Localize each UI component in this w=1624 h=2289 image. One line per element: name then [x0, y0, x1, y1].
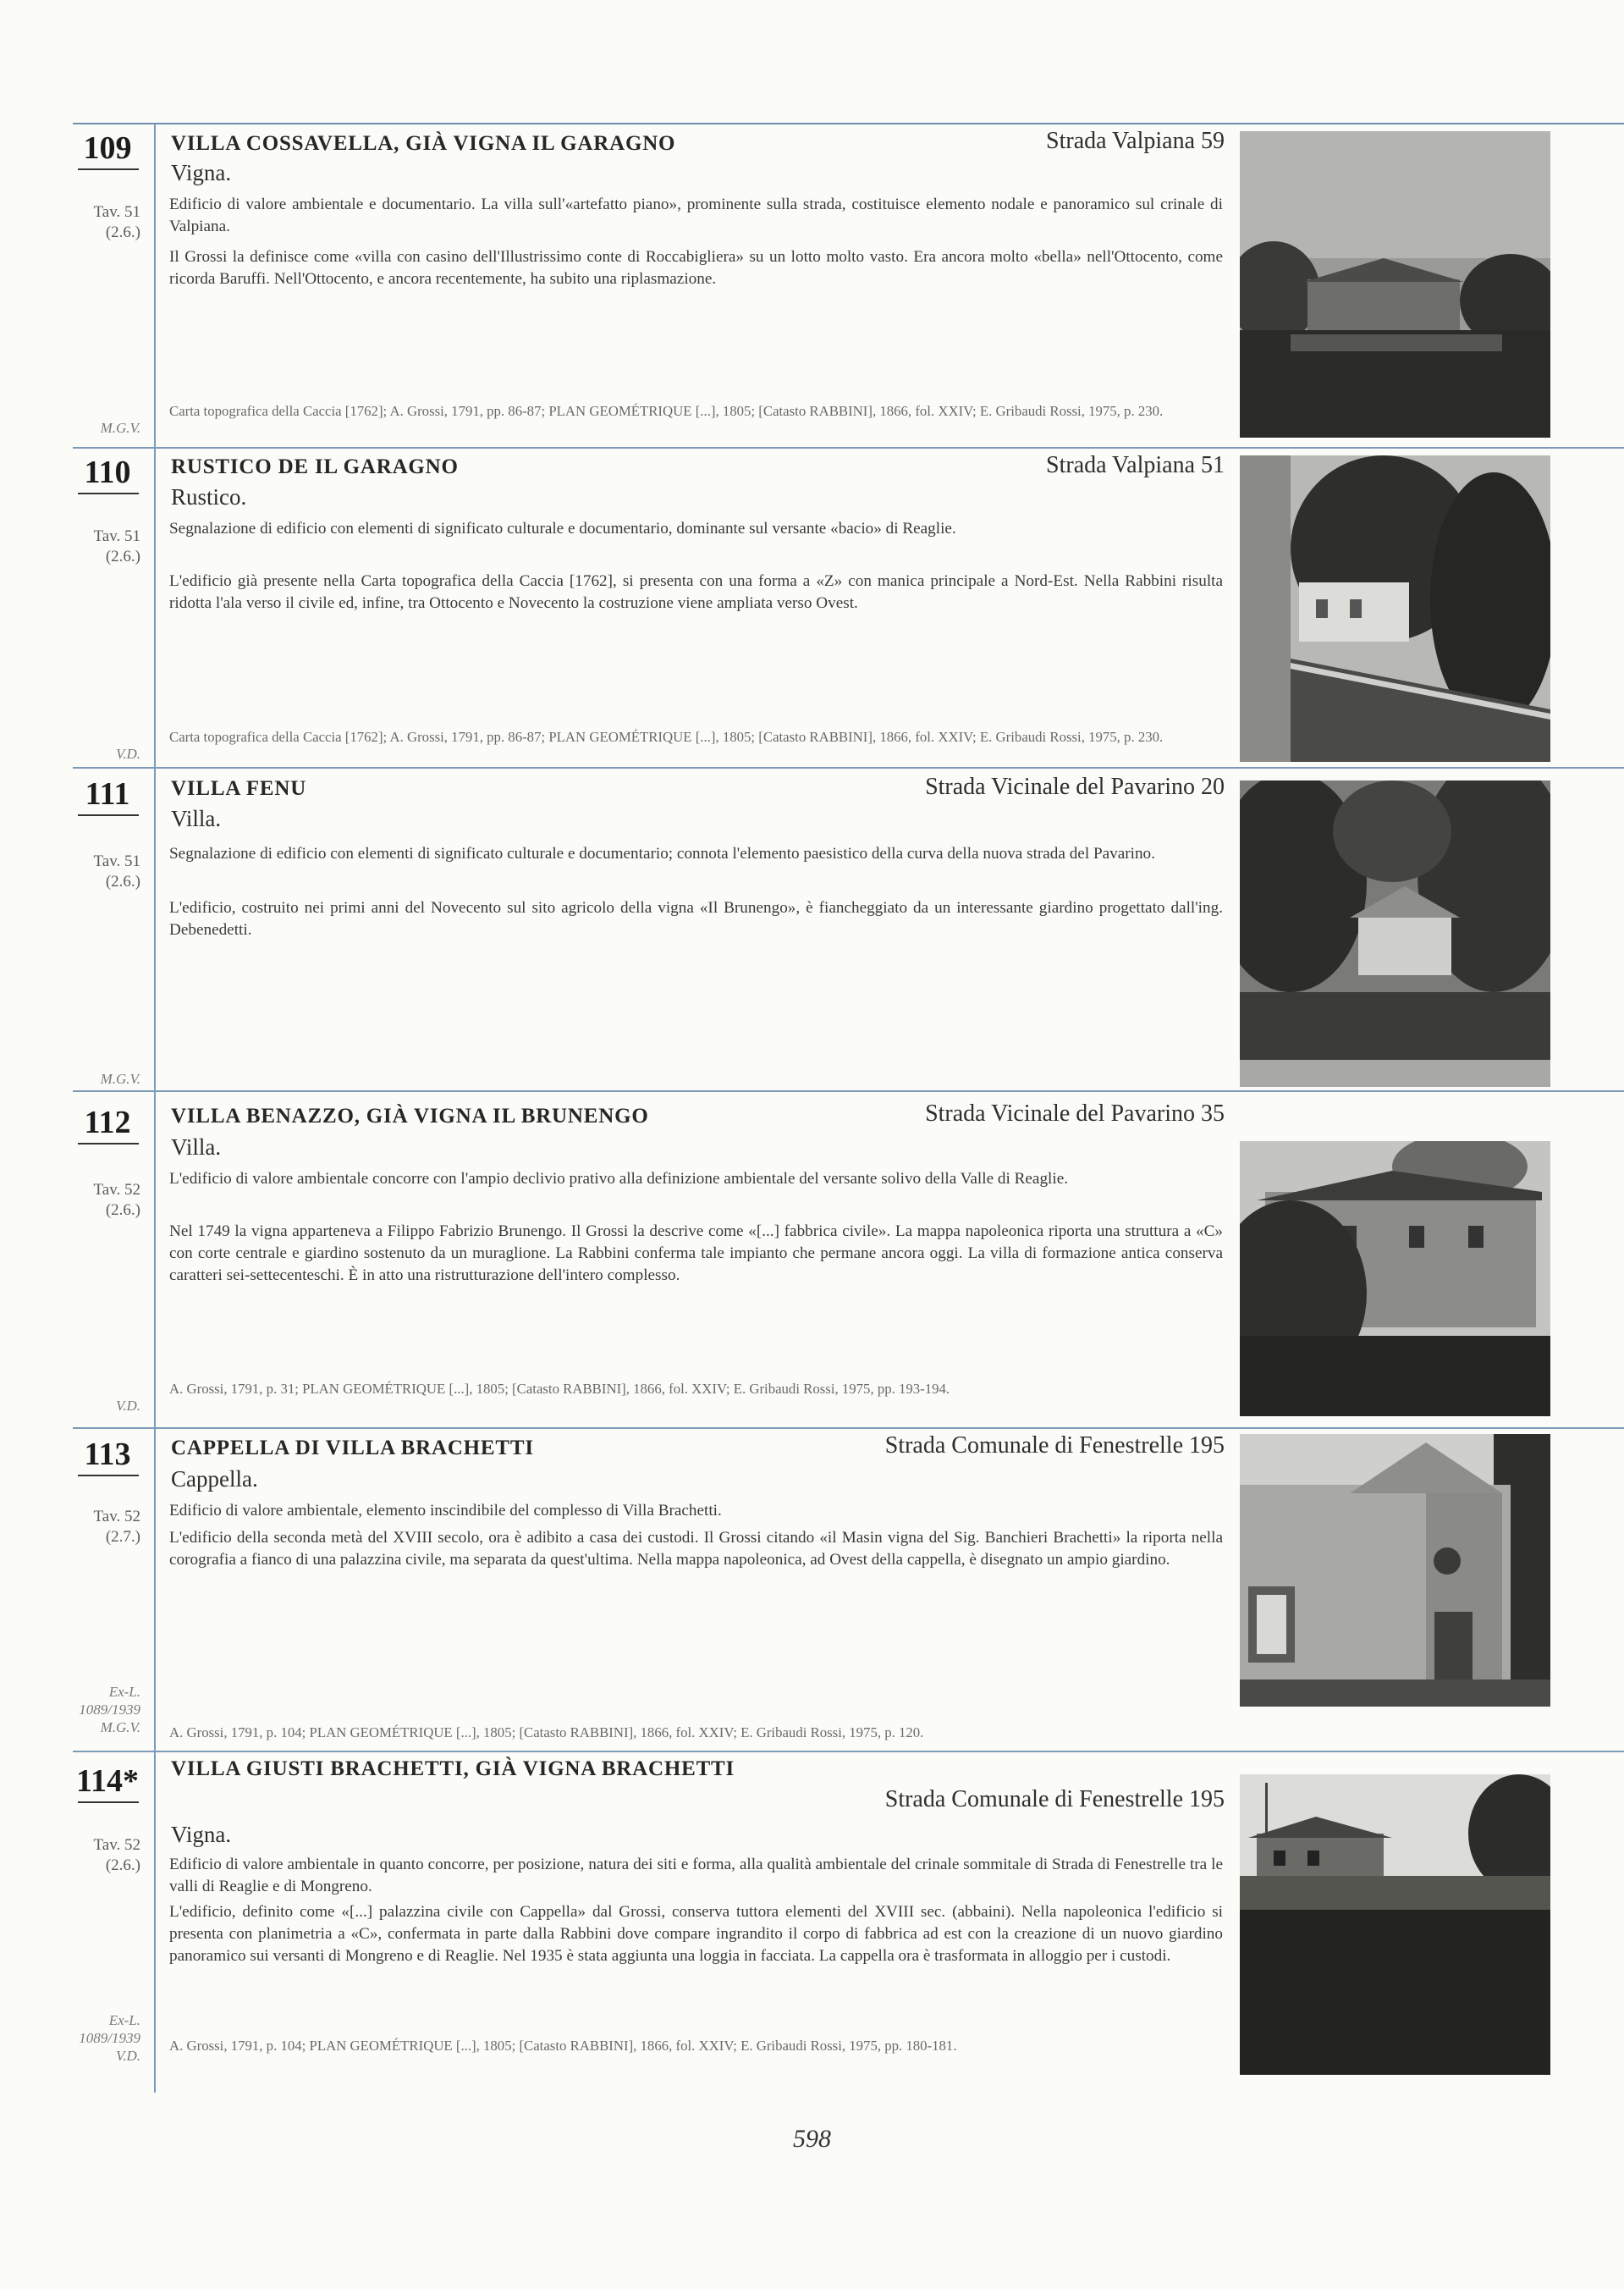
entry-paragraph: Edificio di valore ambientale e documentario. La villa sull'«artefatto piano», prominente sulla strada, costituisce elemento nodale e panoramico sul crinale di Valpiana.: [169, 196, 1223, 235]
entry-references: A. Grossi, 1791, p. 104; PLAN GEOMÉTRIQUE [...], 1805; [Catasto RABBINI], 1866, fol. XXIV; E. Gribaudi Rossi, 1975, pp. 180-181.: [169, 2038, 957, 2054]
entry-address: Strada Valpiana 51: [1046, 452, 1225, 478]
tav-reference: Tav. 52 (2.6.): [93, 1836, 140, 1874]
entry-number: 112: [84, 1105, 131, 1140]
entry-number: 110: [84, 455, 131, 490]
entry-paragraph: Segnalazione di edificio con elementi di significato culturale e documentario, dominante sul versante «bacio» di Reaglie.: [169, 520, 956, 538]
entry-paragraph: L'edificio, costruito nei primi anni del Novecento sul sito agricolo della vigna «Il Brunengo», è fiancheggiato da un interessante giardino progettato dall'ing. Debenedetti.: [169, 899, 1223, 939]
entry-title: CAPPELLA DI VILLA BRACHETTI: [171, 1437, 534, 1459]
entry-112: [0, 1092, 1624, 1429]
entry-number-underline: [78, 493, 139, 494]
author-initials: M.G.V.: [100, 420, 140, 436]
page-number: 598: [793, 2125, 831, 2153]
entry-type: Villa.: [171, 1134, 222, 1160]
entry-address: Strada Vicinale del Pavarino 20: [925, 774, 1225, 800]
entry-type: Vigna.: [171, 160, 232, 185]
entry-references: A. Grossi, 1791, p. 104; PLAN GEOMÉTRIQUE [...], 1805; [Catasto RABBINI], 1866, fol. XXIV; E. Gribaudi Rossi, 1975, p. 120.: [169, 1724, 924, 1740]
entry-title: RUSTICO DE IL GARAGNO: [171, 455, 459, 478]
building-photo: [1240, 780, 1550, 1087]
building-photo: [1240, 131, 1550, 438]
entry-110: [0, 449, 1624, 769]
tav-reference: Tav. 52 (2.6.): [93, 1181, 140, 1219]
chapel-photo: [1240, 1434, 1550, 1707]
tav-reference: Tav. 51 (2.6.): [93, 203, 140, 241]
entry-paragraph: L'edificio già presente nella Carta topografica della Caccia [1762], si presenta con una forma a «Z» con manica principale a Nord-Est. Nella Rabbini risulta ridotta l'ala verso il civile ed, infine, tra Ottocento e Novecento la costruzione viene ampliata verso Ovest.: [169, 572, 1223, 612]
tav-reference: Tav. 51 (2.6.): [93, 527, 140, 565]
building-photo: [1240, 1774, 1550, 2075]
entry-title: VILLA COSSAVELLA, GIÀ VIGNA IL GARAGNO: [171, 132, 676, 155]
entry-number-underline: [78, 168, 139, 170]
entry-111: [0, 769, 1624, 1092]
entry-address: Strada Comunale di Fenestrelle 195: [884, 1432, 1225, 1459]
author-initials: V.D.: [116, 1398, 140, 1414]
entry-title: VILLA BENAZZO, GIÀ VIGNA IL BRUNENGO: [171, 1105, 649, 1128]
author-initials: Ex-L. 1089/1939 M.G.V.: [79, 1684, 140, 1735]
entry-number: 114*: [76, 1763, 139, 1799]
entry-references: Carta topografica della Caccia [1762]; A. Grossi, 1791, pp. 86-87; PLAN GEOMÉTRIQUE [...], 1805; [Catasto RABBINI], 1866, fol. XXIV; E. Gribaudi Rossi, 1975, p. 230.: [169, 403, 1164, 419]
entry-paragraph: L'edificio di valore ambientale concorre con l'ampio declivio prativo alla definizione ambientale del versante solivo della Valle di Reaglie.: [169, 1170, 1069, 1188]
author-initials: Ex-L. 1089/1939 V.D.: [79, 2012, 140, 2064]
entry-number-underline: [78, 1475, 139, 1476]
entry-paragraph: L'edificio, definito come «[...] palazzina civile con Cappella» dal Grossi, conserva tuttora elementi del XVIII sec. (abbaini). Nella napoleonica l'edificio si presenta con planimetria a «C», confermata in parte dalla Rabbini dove compare ingrandito il corpo di fabbrica ad est con la creazione di un nuovo giardino panoramico sui versanti di Mongreno e di Reaglie. Nel 1935 è stata aggiunta una loggia in facciata. La cappella ora è trasformata in alloggio per i custodi.: [169, 1903, 1223, 1965]
entry-number: 111: [85, 776, 130, 812]
entry-114: [0, 1752, 1624, 2093]
author-initials: M.G.V.: [100, 1071, 140, 1087]
entry-references: Carta topografica della Caccia [1762]; A. Grossi, 1791, pp. 86-87; PLAN GEOMÉTRIQUE [...], 1805; [Catasto RABBINI], 1866, fol. XXIV; E. Gribaudi Rossi, 1975, p. 230.: [169, 729, 1164, 745]
entry-address: Strada Vicinale del Pavarino 35: [925, 1100, 1225, 1127]
entry-paragraph: L'edificio della seconda metà del XVIII secolo, ora è adibito a casa dei custodi. Il Grossi citando «il Masin vigna del Sig. Banchieri Brachetti» la riporta nella corografia a fianco di una palazzina civile, ma separata da quest'ultima. Nella mappa napoleonica, ad Ovest della cappella, è disegnato un ampio giardino.: [169, 1529, 1223, 1569]
entry-number-underline: [78, 814, 139, 816]
entry-address: Strada Comunale di Fenestrelle 195: [884, 1786, 1225, 1812]
entry-type: Villa.: [171, 806, 222, 831]
entry-paragraph: Edificio di valore ambientale, elemento inscindibile del complesso di Villa Brachetti.: [169, 1502, 722, 1520]
building-photo: [1240, 455, 1550, 762]
entry-number-underline: [78, 1801, 139, 1803]
entry-number: 109: [83, 130, 132, 166]
entry-type: Cappella.: [171, 1466, 258, 1492]
entry-references: A. Grossi, 1791, p. 31; PLAN GEOMÉTRIQUE [...], 1805; [Catasto RABBINI], 1866, fol. XXIV; E. Gribaudi Rossi, 1975, pp. 193-194.: [169, 1381, 950, 1397]
entry-paragraph: Il Grossi la definisce come «villa con casino dell'Illustrissimo conte di Roccabigliera» su un lotto molto vasto. Era ancora molto «bella» nell'Ottocento, come ricorda Baruffi. Nell'Ottocento, e ancora recentemente, ha subito una riplasmazione.: [169, 248, 1223, 288]
entry-number-underline: [78, 1143, 139, 1144]
building-photo: [1240, 1141, 1550, 1416]
author-initials: V.D.: [116, 746, 140, 762]
entry-type: Rustico.: [171, 484, 247, 510]
entry-title: VILLA GIUSTI BRACHETTI, GIÀ VIGNA BRACHETTI: [171, 1757, 735, 1780]
entry-paragraph: Segnalazione di edificio con elementi di significato culturale e documentario; connota l'elemento paesistico della curva della nuova strada del Pavarino.: [169, 845, 1155, 863]
entry-109: [0, 124, 1624, 449]
tav-reference: Tav. 52 (2.7.): [93, 1508, 140, 1546]
tav-reference: Tav. 51 (2.6.): [93, 852, 140, 891]
entry-paragraph: Edificio di valore ambientale in quanto concorre, per posizione, natura dei siti e forma, alla qualità ambientale del crinale sommitale di Strada di Fenestrelle tra le valli di Reaglie e di Mongreno.: [169, 1856, 1223, 1895]
entry-113: [0, 1429, 1624, 1752]
entry-type: Vigna.: [171, 1822, 232, 1847]
entry-number: 113: [84, 1437, 131, 1472]
entry-address: Strada Valpiana 59: [1046, 128, 1225, 154]
entry-paragraph: Nel 1749 la vigna apparteneva a Filippo Fabrizio Brunengo. Il Grossi la descrive come «[...] fabbrica civile». La mappa napoleonica riporta una struttura a «C» con corte centrale e giardino sostenuto da un muraglione. La Rabbini conferma tale impianto che permane ancora oggi. La villa di formazione antica conserva caratteri sei-settecenteschi. È in atto una ristrutturazione dell'intero complesso.: [169, 1222, 1223, 1284]
entry-title: VILLA FENU: [171, 777, 307, 800]
